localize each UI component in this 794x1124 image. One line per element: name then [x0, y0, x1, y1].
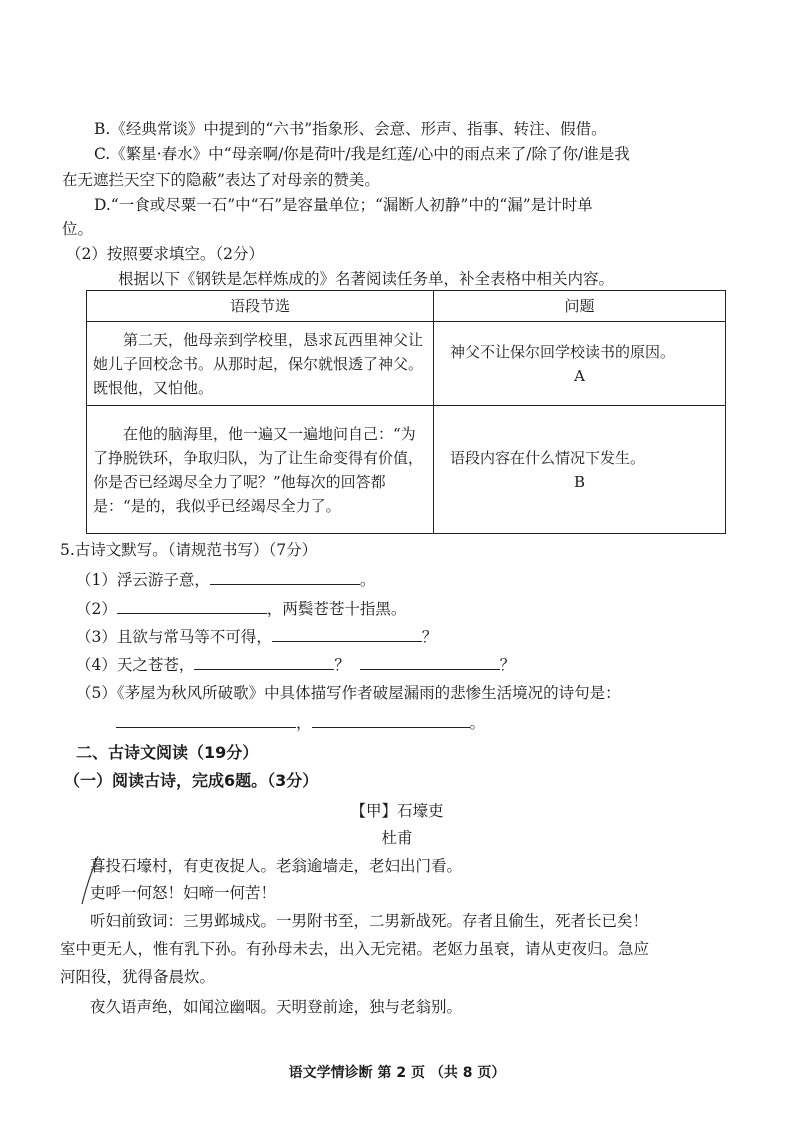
option-c-line2: 在无遮拦天空下的隐蔽”表达了对母亲的赞美。 — [62, 171, 380, 189]
question-text: 神父不让保尔回学校读书的原因。 — [450, 342, 676, 361]
poem-line: 暮投石壕村，有吏夜捉人。老翁逾墙走，老妇出门看。 — [90, 857, 463, 875]
answer-slot-b: B — [573, 472, 586, 491]
q5-item-2-prefix: （2） — [76, 600, 117, 618]
option-d-line1: D.“一食或尽粟一石”中“石”是容量单位；“漏断人初静”中的“漏”是计时单 — [94, 196, 593, 214]
answer-blank[interactable] — [210, 568, 360, 585]
q5-item-5-suffix: 。 — [469, 714, 486, 732]
table-cell-question — [434, 406, 726, 534]
page-footer: 语文学情诊断 第 2 页 （共 8 页） — [288, 1065, 506, 1081]
q5-item-4-prefix: （4）天之苍苍， — [76, 656, 195, 674]
table-header-question: 问题 — [434, 291, 726, 322]
table-cell-question — [434, 322, 726, 406]
answer-blank[interactable] — [272, 625, 422, 642]
answer-blank[interactable] — [194, 653, 334, 670]
q5-item-5: （5）《茅屋为秋风所破歌》中具体描写作者破屋漏雨的悲惨生活境况的诗句是： — [76, 684, 621, 702]
q5-item-4-mid: ？ — [334, 656, 350, 674]
poem-line: 听妇前致词：三男邺城戍。一男附书至，二男新战死。存者且偷生，死者长已矣！ — [90, 912, 649, 930]
answer-blank[interactable] — [116, 711, 296, 728]
answer-blank[interactable] — [360, 653, 500, 670]
poem-line: 室中更无人，惟有乳下孙。有孙母未去，出入无完裙。老妪力虽衰，请从吏夜归。急应 — [60, 940, 650, 958]
q5-item-3-prefix: （3）且欲与常马等不可得， — [76, 628, 272, 646]
answer-slot-a: A — [574, 366, 585, 385]
answer-blank[interactable] — [117, 597, 267, 614]
table-row — [87, 406, 726, 534]
q5-item-1-suffix: 。 — [359, 571, 376, 589]
q4-2-heading: （2）按照要求填空。（2分） — [66, 245, 264, 263]
q5-item-1-prefix: （1）浮云游子意， — [76, 571, 210, 589]
poem-line: 河阳役，犹得备晨炊。 — [60, 968, 216, 986]
q5-item-2 — [76, 597, 406, 620]
q5-item-3-suffix: ？ — [421, 628, 438, 646]
table-row — [87, 322, 726, 406]
poem-author: 杜甫 — [381, 829, 413, 847]
table-cell-passage: 在他的脑海里，他一遍又一遍地问自己：“为了挣脱铁环，争取归队，为了让生命变得有价值，你是否已经竭尽全力了呢？”他每次的回答都是：“是的，我似乎已经竭尽全力了。 — [87, 406, 434, 534]
q5-heading: 5.古诗文默写。（请规范书写）（7分） — [60, 541, 318, 559]
q5-item-2-suffix: ，两鬓苍苍十指黑。 — [266, 600, 407, 618]
reading-task-table — [86, 290, 726, 534]
option-d-line2: 位。 — [62, 220, 94, 238]
table-header-passage: 语段节选 — [87, 291, 434, 322]
q4-2-instruction: 根据以下《钢铁是怎样炼成的》名著阅读任务单，补全表格中相关内容。 — [118, 270, 615, 288]
poem-line: 吏呼一何怒！妇啼一何苦！ — [90, 884, 277, 902]
q5-item-4-suffix: ？ — [499, 656, 516, 674]
question-text: 语段内容在什么情况下发生。 — [450, 448, 646, 467]
option-b: B.《经典常谈》中提到的“六书”指象形、会意、形声、指事、转注、假借。 — [94, 120, 607, 138]
poem-title: 【甲】石壕吏 — [350, 802, 444, 820]
q5-item-3 — [76, 625, 437, 648]
table-cell-passage: 第二天，他母亲到学校里，恳求瓦西里神父让她儿子回校念书。从那时起，保尔就恨透了神父。既恨他，又怕他。 — [87, 322, 434, 406]
option-c-line1: C.《繁星·春水》中“母亲啊/你是荷叶/我是红莲/心中的雨点来了/除了你/谁是我 — [94, 145, 630, 163]
section-2-sub-heading: （一）阅读古诗，完成6题。（3分） — [64, 771, 319, 790]
q5-item-4 — [76, 653, 515, 676]
handwritten-mark — [78, 852, 102, 908]
poem-line: 夜久语声绝，如闻泣幽咽。天明登前途，独与老翁别。 — [90, 998, 463, 1016]
section-2-heading: 二、古诗文阅读（19分） — [76, 743, 259, 762]
q5-item-1 — [76, 568, 375, 591]
table-header-row — [87, 291, 726, 322]
q5-item-5-answer — [116, 711, 485, 734]
answer-blank[interactable] — [312, 711, 470, 728]
q5-item-5-mid: ， — [296, 714, 312, 732]
